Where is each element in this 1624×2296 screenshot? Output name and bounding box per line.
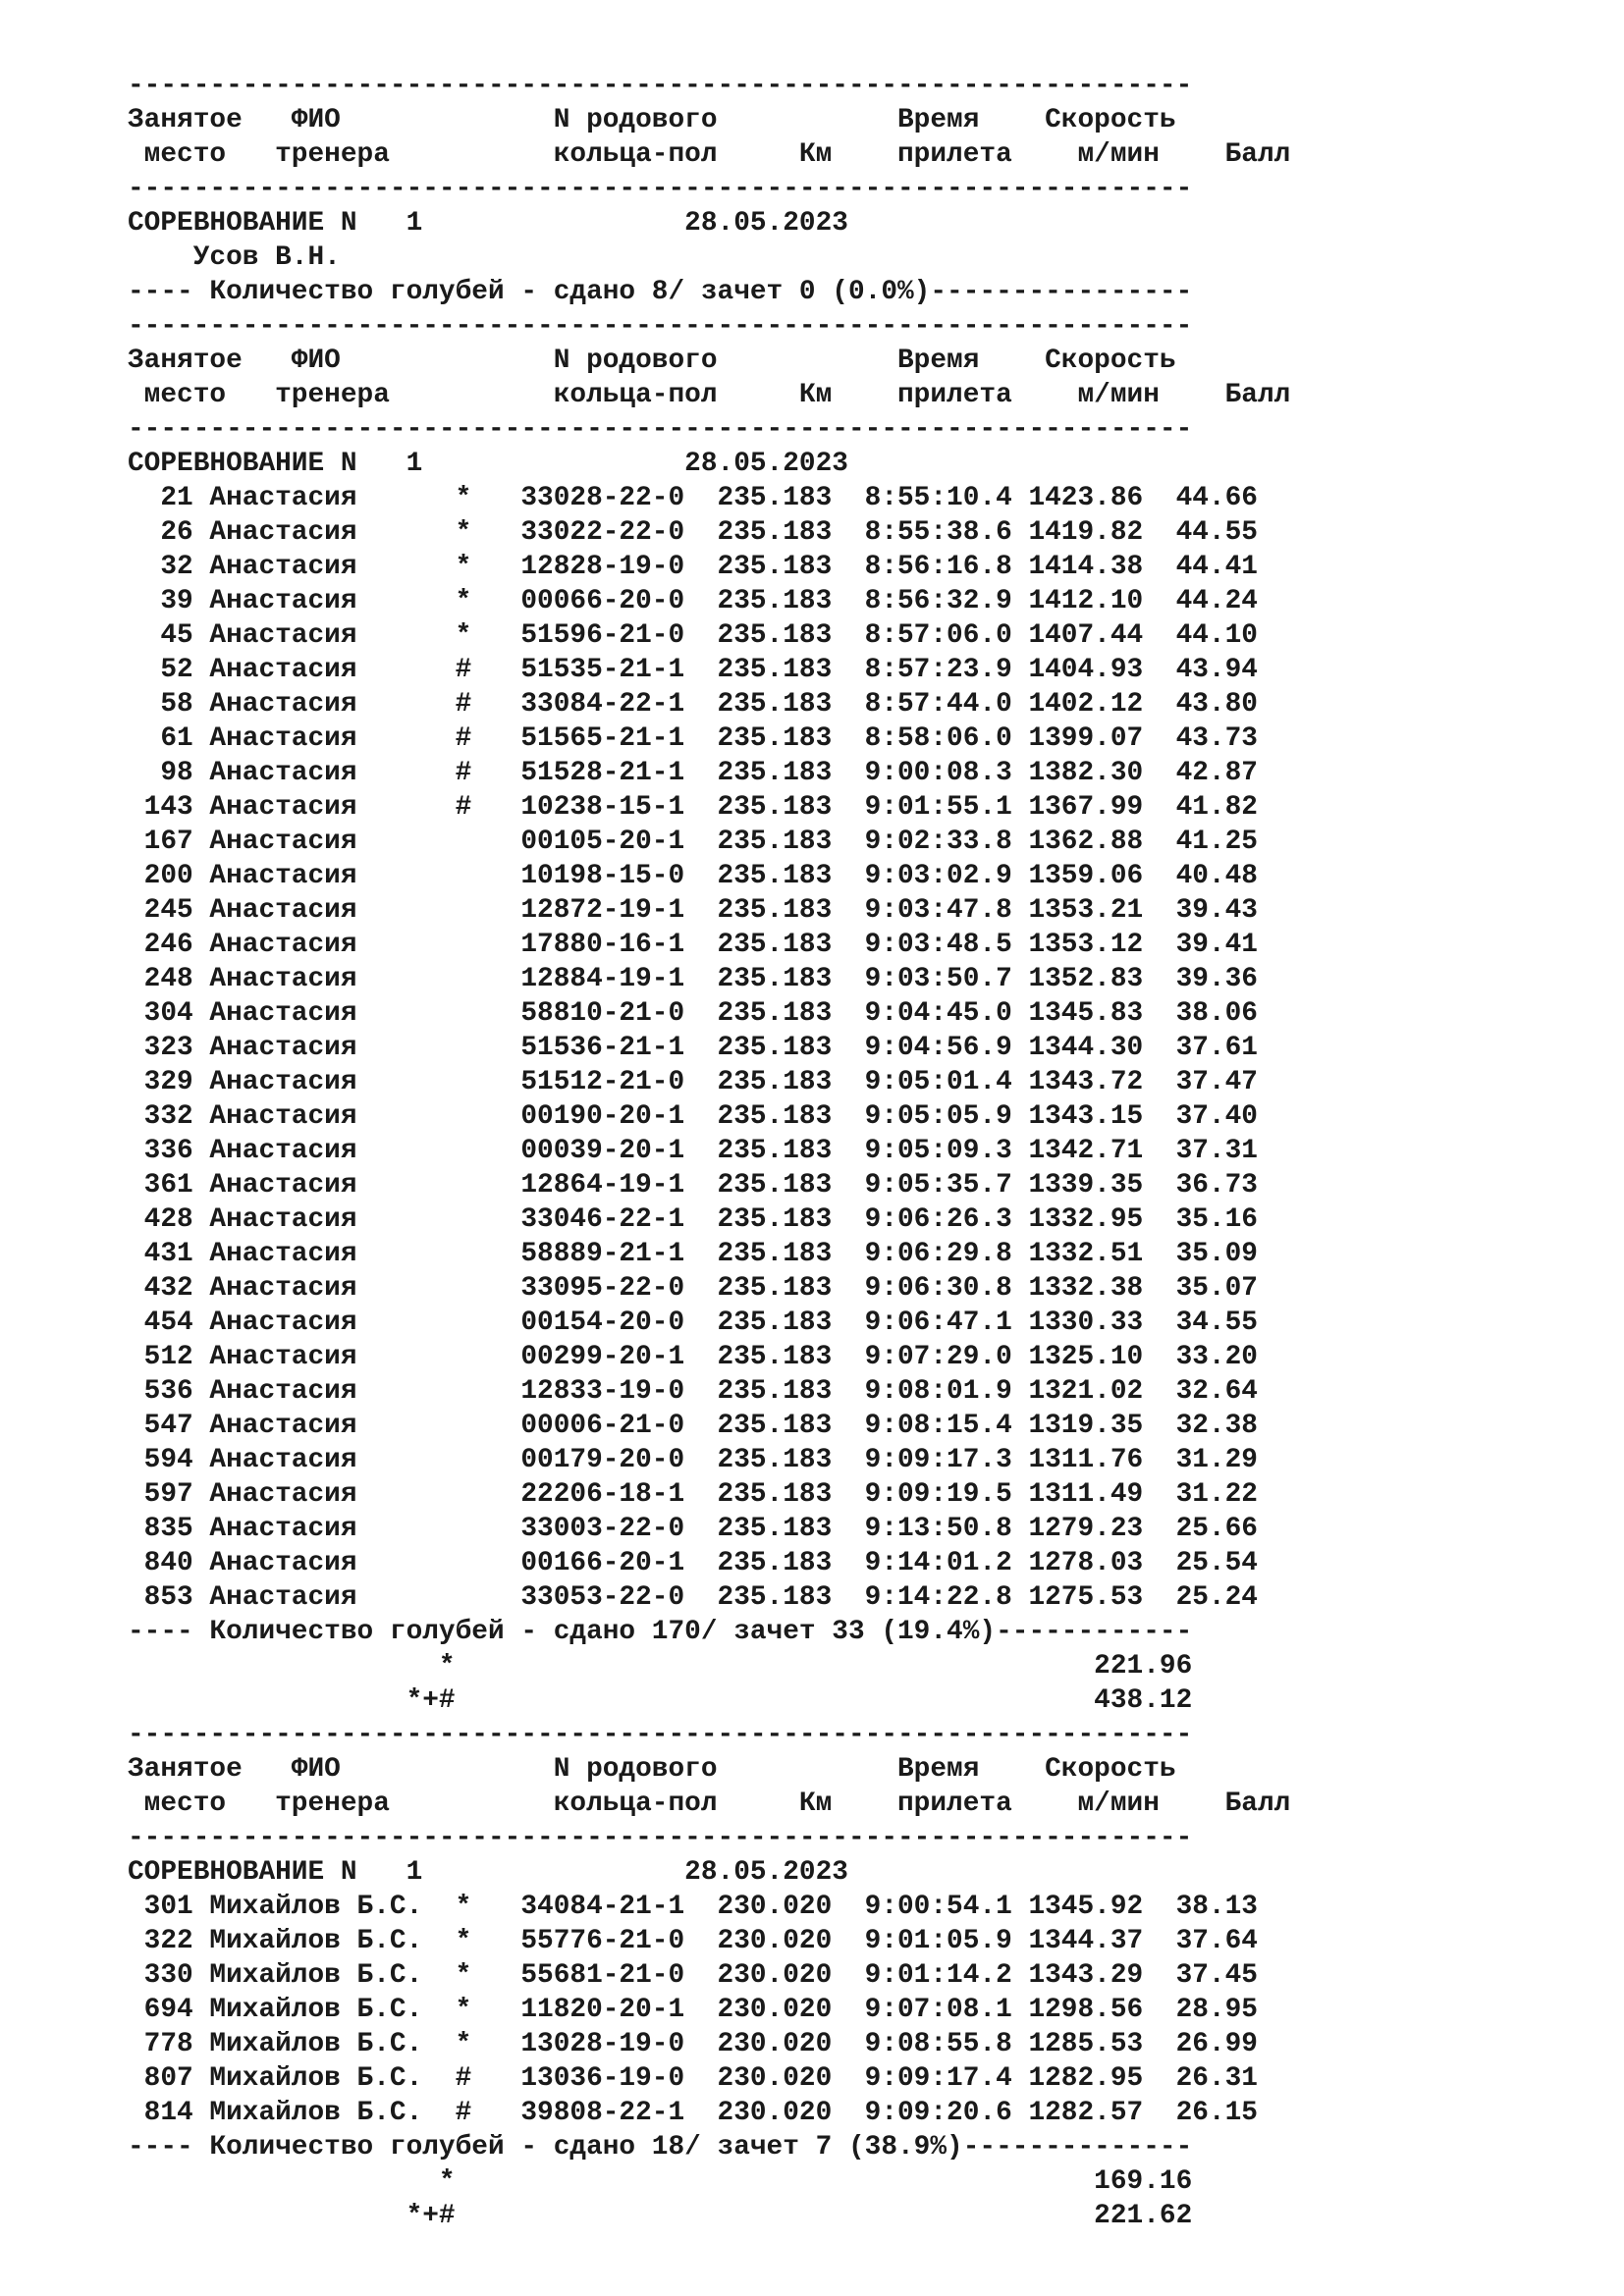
divider: ----------------------------------------------------------------- — [128, 174, 1193, 204]
result-row: 61 Анастасия # 51565-21-1 235.183 8:58:06.0 1399.07 43.73 — [128, 723, 1258, 754]
result-row: 428 Анастасия 33046-22-1 235.183 9:06:26.3 1332.95 35.16 — [128, 1204, 1258, 1235]
result-row: 245 Анастасия 12872-19-1 235.183 9:03:47.8 1353.21 39.43 — [128, 895, 1258, 926]
divider: ----------------------------------------------------------------- — [128, 414, 1193, 445]
result-row: 332 Анастасия 00190-20-1 235.183 9:05:05.9 1343.15 37.40 — [128, 1101, 1258, 1132]
summary-line: ---- Количество голубей - сдано 8/ зачет 0 (0.0%)---------------- — [128, 277, 1193, 307]
result-row: 814 Михайлов Б.С. # 39808-22-1 230.020 9:09:20.6 1282.57 26.15 — [128, 2098, 1258, 2128]
score-total: * 169.16 — [128, 2166, 1193, 2197]
result-row: 454 Анастасия 00154-20-0 235.183 9:06:47.1 1330.33 34.55 — [128, 1308, 1258, 1338]
summary-line: ---- Количество голубей - сдано 18/ зачет 7 (38.9%)-------------- — [128, 2132, 1193, 2163]
result-row: 322 Михайлов Б.С. * 55776-21-0 230.020 9:01:05.9 1344.37 37.64 — [128, 1926, 1258, 1956]
result-row: 330 Михайлов Б.С. * 55681-21-0 230.020 9:01:14.2 1343.29 37.45 — [128, 1960, 1258, 1991]
score-total: *+# 221.62 — [128, 2201, 1193, 2231]
result-row: 39 Анастасия * 00066-20-0 235.183 8:56:32.9 1412.10 44.24 — [128, 586, 1258, 616]
result-row: 694 Михайлов Б.С. * 11820-20-1 230.020 9:07:08.1 1298.56 28.95 — [128, 1995, 1258, 2025]
score-total: * 221.96 — [128, 1651, 1193, 1682]
result-row: 778 Михайлов Б.С. * 13028-19-0 230.020 9:08:55.8 1285.53 26.99 — [128, 2029, 1258, 2059]
result-row: 536 Анастасия 12833-19-0 235.183 9:08:01.9 1321.02 32.64 — [128, 1376, 1258, 1407]
competition-header: СОРЕВНОВАНИЕ N 1 28.05.2023 — [128, 208, 848, 239]
result-row: 21 Анастасия * 33028-22-0 235.183 8:55:10.4 1423.86 44.66 — [128, 483, 1258, 513]
result-row: 431 Анастасия 58889-21-1 235.183 9:06:29.8 1332.51 35.09 — [128, 1239, 1258, 1269]
column-header-line-2: место тренера кольца-пол Км прилета м/мин Балл — [128, 1789, 1291, 1819]
divider: ----------------------------------------------------------------- — [128, 71, 1193, 101]
result-row: 98 Анастасия # 51528-21-1 235.183 9:00:08.3 1382.30 42.87 — [128, 758, 1258, 788]
result-row: 323 Анастасия 51536-21-1 235.183 9:04:56.9 1344.30 37.61 — [128, 1033, 1258, 1063]
result-row: 853 Анастасия 33053-22-0 235.183 9:14:22.8 1275.53 25.24 — [128, 1582, 1258, 1613]
result-row: 246 Анастасия 17880-16-1 235.183 9:03:48.5 1353.12 39.41 — [128, 930, 1258, 960]
divider: ----------------------------------------------------------------- — [128, 1720, 1193, 1750]
result-row: 840 Анастасия 00166-20-1 235.183 9:14:01.2 1278.03 25.54 — [128, 1548, 1258, 1578]
result-row: 52 Анастасия # 51535-21-1 235.183 8:57:23.9 1404.93 43.94 — [128, 655, 1258, 685]
competition-header: СОРЕВНОВАНИЕ N 1 28.05.2023 — [128, 1857, 848, 1888]
column-header-line-1: Занятое ФИО N родового Время Скорость — [128, 1754, 1176, 1785]
column-header-line-1: Занятое ФИО N родового Время Скорость — [128, 105, 1176, 135]
result-row: 361 Анастасия 12864-19-1 235.183 9:05:35.7 1339.35 36.73 — [128, 1170, 1258, 1201]
column-header-line-2: место тренера кольца-пол Км прилета м/мин Балл — [128, 380, 1291, 410]
divider: ----------------------------------------------------------------- — [128, 311, 1193, 342]
result-row: 594 Анастасия 00179-20-0 235.183 9:09:17.3 1311.76 31.29 — [128, 1445, 1258, 1475]
score-total: *+# 438.12 — [128, 1685, 1193, 1716]
result-row: 512 Анастасия 00299-20-1 235.183 9:07:29.0 1325.10 33.20 — [128, 1342, 1258, 1372]
result-row: 835 Анастасия 33003-22-0 235.183 9:13:50.8 1279.23 25.66 — [128, 1514, 1258, 1544]
result-row: 329 Анастасия 51512-21-0 235.183 9:05:01.4 1343.72 37.47 — [128, 1067, 1258, 1097]
results-report — [128, 69, 1290, 2233]
result-row: 248 Анастасия 12884-19-1 235.183 9:03:50.7 1352.83 39.36 — [128, 964, 1258, 994]
result-row: 26 Анастасия * 33022-22-0 235.183 8:55:38.6 1419.82 44.55 — [128, 517, 1258, 548]
result-row: 167 Анастасия 00105-20-1 235.183 9:02:33.8 1362.88 41.25 — [128, 827, 1258, 857]
competition-header: СОРЕВНОВАНИЕ N 1 28.05.2023 — [128, 449, 848, 479]
column-header-line-1: Занятое ФИО N родового Время Скорость — [128, 346, 1176, 376]
summary-line: ---- Количество голубей - сдано 170/ зачет 33 (19.4%)------------ — [128, 1617, 1193, 1647]
result-row: 58 Анастасия # 33084-22-1 235.183 8:57:44.0 1402.12 43.80 — [128, 689, 1258, 720]
result-row: 336 Анастасия 00039-20-1 235.183 9:05:09.3 1342.71 37.31 — [128, 1136, 1258, 1166]
result-row: 200 Анастасия 10198-15-0 235.183 9:03:02.9 1359.06 40.48 — [128, 861, 1258, 891]
result-row: 304 Анастасия 58810-21-0 235.183 9:04:45.0 1345.83 38.06 — [128, 998, 1258, 1029]
result-row: 807 Михайлов Б.С. # 13036-19-0 230.020 9:09:17.4 1282.95 26.31 — [128, 2063, 1258, 2094]
result-row: 32 Анастасия * 12828-19-0 235.183 8:56:16.8 1414.38 44.41 — [128, 552, 1258, 582]
result-row: 432 Анастасия 33095-22-0 235.183 9:06:30.8 1332.38 35.07 — [128, 1273, 1258, 1304]
result-row: 597 Анастасия 22206-18-1 235.183 9:09:19.5 1311.49 31.22 — [128, 1479, 1258, 1510]
result-row: 301 Михайлов Б.С. * 34084-21-1 230.020 9:00:54.1 1345.92 38.13 — [128, 1892, 1258, 1922]
owner-name: Усов В.Н. — [128, 242, 341, 273]
column-header-line-2: место тренера кольца-пол Км прилета м/мин Балл — [128, 139, 1291, 170]
divider: ----------------------------------------------------------------- — [128, 1823, 1193, 1853]
result-row: 547 Анастасия 00006-21-0 235.183 9:08:15.4 1319.35 32.38 — [128, 1411, 1258, 1441]
result-row: 143 Анастасия # 10238-15-1 235.183 9:01:55.1 1367.99 41.82 — [128, 792, 1258, 823]
result-row: 45 Анастасия * 51596-21-0 235.183 8:57:06.0 1407.44 44.10 — [128, 620, 1258, 651]
